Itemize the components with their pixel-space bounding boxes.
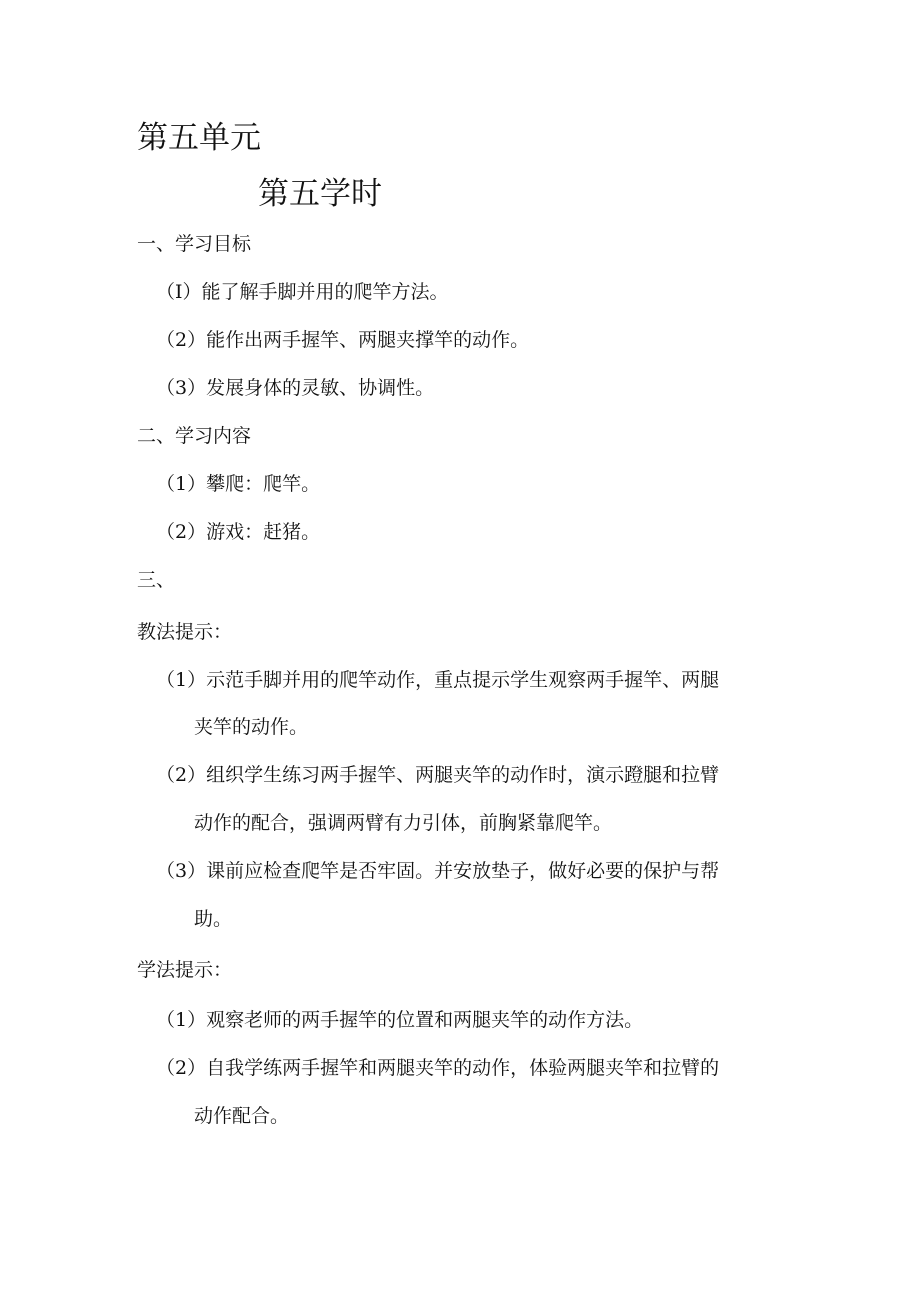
teaching-tip-continuation: 动作的配合，强调两臂有力引体，前胸紧靠爬竿。 — [194, 812, 613, 834]
section-heading-content: 二、学习内容 — [137, 425, 252, 447]
learning-tip-line: （2）自我学练两手握竿和两腿夹竿的动作，体验两腿夹竿和拉臂的 — [156, 1057, 720, 1079]
learning-tip-line: （1）观察老师的两手握竿的位置和两腿夹竿的动作方法。 — [156, 1009, 644, 1031]
teaching-tip-line: （3）课前应检查爬竿是否牢固。并安放垫子，做好必要的保护与帮 — [156, 860, 720, 882]
objective-item: （I）能了解手脚并用的爬竿方法。 — [156, 281, 449, 303]
learning-tip-continuation: 动作配合。 — [194, 1105, 290, 1127]
unit-title: 第五单元 — [137, 120, 261, 156]
content-item: （2）游戏：赶猪。 — [156, 521, 321, 543]
objective-item: （3）发展身体的灵敏、协调性。 — [156, 377, 435, 399]
section-heading-objectives: 一、学习目标 — [137, 233, 252, 255]
lesson-title: 第五学时 — [258, 176, 382, 212]
content-item: （1）攀爬：爬竿。 — [156, 473, 321, 495]
teaching-tip-line: （1）示范手脚并用的爬竿动作，重点提示学生观察两手握竿、两腿 — [156, 669, 720, 691]
learning-tips-heading: 学法提示： — [137, 959, 233, 981]
teaching-tip-continuation: 助。 — [194, 908, 233, 930]
section-heading-three: 三、 — [137, 569, 176, 591]
teaching-tip-continuation: 夹竿的动作。 — [194, 716, 309, 738]
teaching-tip-line: （2）组织学生练习两手握竿、两腿夹竿的动作时，演示蹬腿和拉臂 — [156, 764, 720, 786]
objective-item: （2）能作出两手握竿、两腿夹撑竿的动作。 — [156, 329, 530, 351]
teaching-tips-heading: 教法提示： — [137, 621, 233, 643]
